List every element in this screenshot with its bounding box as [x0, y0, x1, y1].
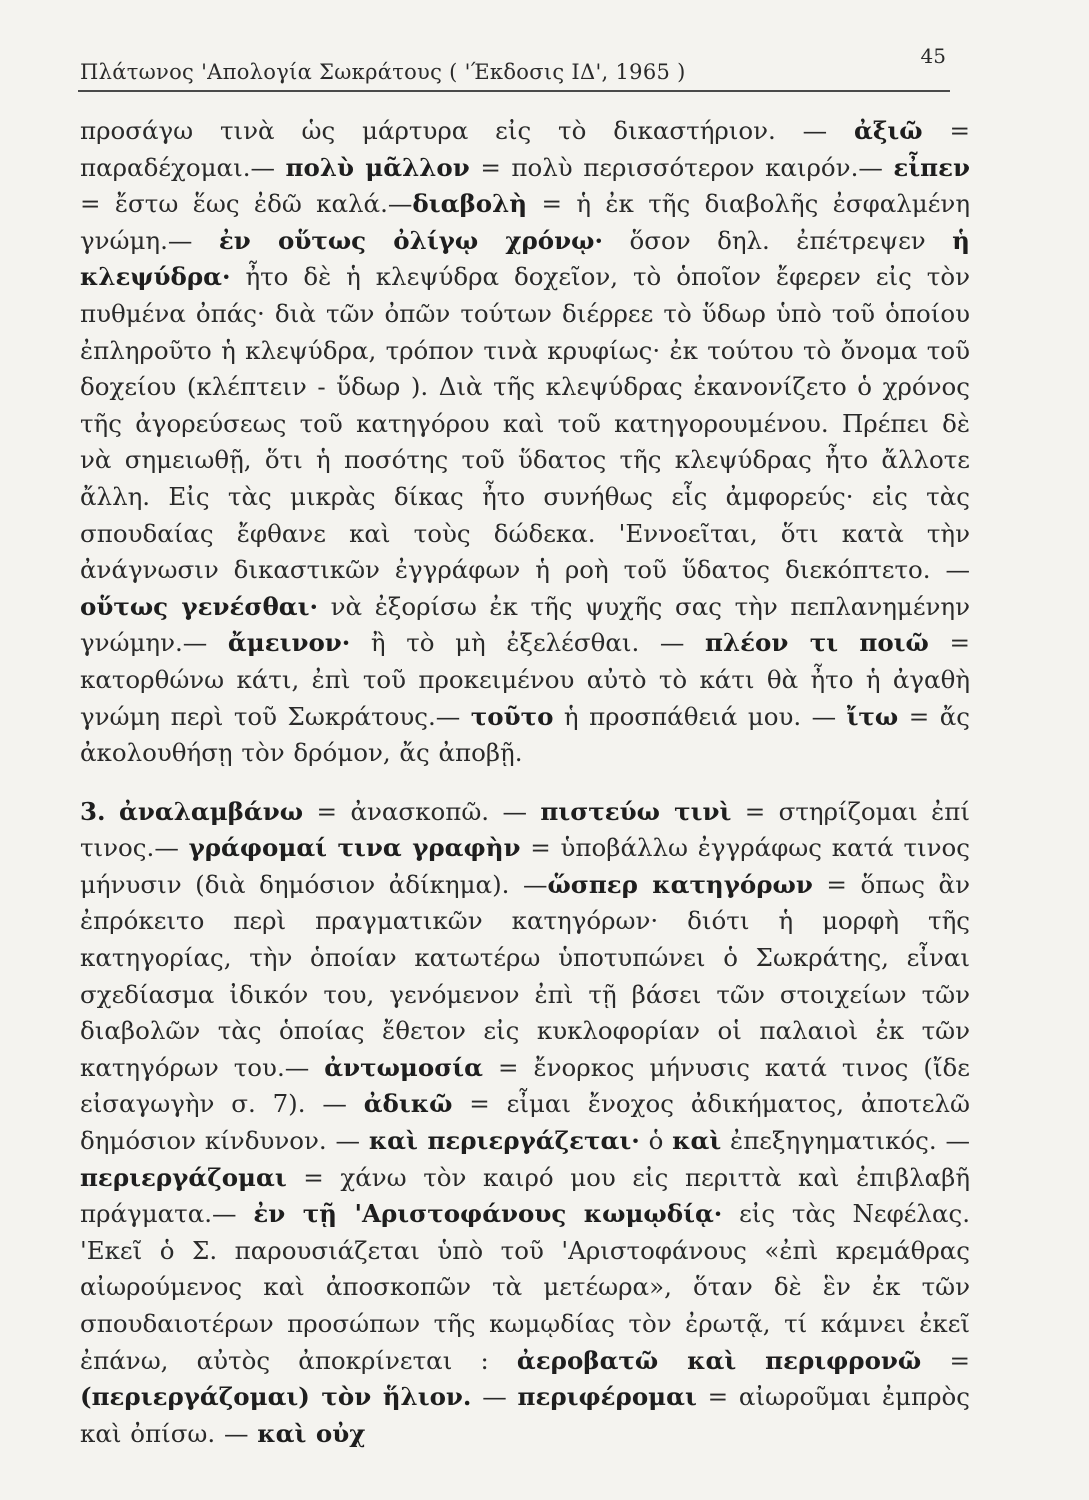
lemma-term: ἄμεινον·	[227, 628, 351, 658]
lemma-term: περιφέρομαι	[517, 1382, 697, 1412]
gloss-text: ἡ προσπάθειά μου. —	[553, 701, 847, 731]
gloss-text: νὰ ἐξορίσω ἐκ τῆς ψυχῆς σας τὴν πεπλανημένην γνώμην.—	[80, 591, 970, 658]
lemma-term: ἀναλαμβάνω	[118, 796, 304, 826]
gloss-text: ὅσον δηλ. ἐπέτρεψεν	[603, 225, 953, 255]
commentary-paragraph	[80, 113, 970, 772]
lemma-term: ὥσπερ κατηγόρων	[547, 869, 813, 899]
gloss-text: =	[921, 1345, 970, 1375]
lemma-term: καὶ περιεργάζεται·	[368, 1126, 640, 1156]
lemma-term: ἀδικῶ	[363, 1089, 453, 1119]
lemma-term: πολὺ μᾶλλον	[285, 152, 470, 182]
gloss-text: = εἶμαι ἔνοχος ἀδικήματος, ἀποτελῶ δημόσιον κίνδυνον. —	[80, 1089, 970, 1156]
section-number: 3.	[80, 796, 106, 826]
lemma-term: εἶπεν	[893, 152, 970, 182]
lemma-term: διαβολὴ	[412, 189, 528, 219]
gloss-text: = αἰωροῦμαι ἐμπρὸς καὶ ὀπίσω. —	[80, 1382, 970, 1448]
lemma-term: ἐν τῇ 'Αριστοφάνους κωμῳδίᾳ·	[253, 1199, 723, 1229]
page-number: 45	[920, 44, 946, 68]
gloss-text: —	[471, 1382, 518, 1412]
lemma-term: καὶ οὐχ	[257, 1418, 366, 1448]
lemma-term: ἐν οὕτως ὀλίγῳ χρόνῳ·	[218, 225, 603, 255]
gloss-text: εἰς τὰς Νεφέλας. 'Εκεῖ ὁ Σ. παρουσιάζεται ὑπὸ τοῦ 'Αριστοφάνους «ἐπὶ κρεμάθρας αἰωρούμενος καὶ ἀποσκοπῶν τὰ μετέωρα», ὅταν δὲ ἓν ἐκ τῶν σπουδαιοτέρων προσώπων τῆς κωμῳδίας τὸν ἐρωτᾷ, τί κάμνει ἐκεῖ ἐπάνω, αὐτὸς ἀποκρίνεται :	[80, 1199, 970, 1375]
gloss-text: = πολὺ περισσότερον καιρόν.—	[469, 152, 894, 182]
lemma-term: τοῦτο	[470, 701, 554, 731]
lemma-term: ἡ κλεψύδρα·	[80, 225, 970, 292]
page-header	[78, 40, 950, 92]
gloss-text: = ὅπως ἂν ἐπρόκειτο περὶ πραγματικῶν κατηγόρων· διότι ἡ μορφὴ τῆς κατηγορίας, τὴν ὁποίαν κατωτέρω ὑποτυπώνει ὁ Σωκράτης, εἶναι σχεδίασμα ἰδικόν του, γενόμενον ἐπὶ τῇ βάσει τῶν στοιχείων τῶν διαβολῶν τὰς ὁποίας ἔθετον εἰς κυκλοφορίαν οἱ παλαιοὶ ἐκ τῶν κατηγόρων του.—	[80, 869, 970, 1082]
gloss-text: ἦτο δὲ ἡ κλεψύδρα δοχεῖον, τὸ ὁποῖον ἔφερεν εἰς τὸν πυθμένα ὀπάς· διὰ τῶν ὀπῶν τούτων διέρρεε τὸ ὕδωρ ὑπὸ τοῦ ὁποίου ἐπληροῦτο ἡ κλεψύδρα, τρόπον τινὰ κρυφίως· ἐκ τούτου τὸ ὄνομα τοῦ δοχείου (κλέπτειν - ὕδωρ ). Διὰ τῆς κλεψύδρας ἐκανονίζετο ὁ χρόνος τῆς ἀγορεύσεως τοῦ κατηγόρου καὶ τοῦ κατηγορουμένου. Πρέπει δὲ νὰ σημειωθῇ, ὅτι ἡ ποσότης τοῦ ὕδατος τῆς κλεψύδρας ἦτο ἄλλοτε ἄλλη. Εἰς τὰς μικρὰς δίκας ἦτο συνήθως εἷς ἀμφορεύς· εἰς τὰς σπουδαίας ἔφθανε καὶ τοὺς δώδεκα. 'Εννοεῖται, ὅτι κατὰ τὴν ἀνάγνωσιν δικαστικῶν ἐγγράφων ἡ ροὴ τοῦ ὕδατος διεκόπτετο. —	[80, 262, 970, 585]
lemma-term: ἀεροβατῶ καὶ περιφρονῶ	[516, 1345, 922, 1375]
lemma-term: γράφομαί τινα γραφὴν	[188, 833, 521, 863]
gloss-text: ὁ	[639, 1126, 673, 1156]
gloss-text: = ἔστω ἕως ἐδῶ καλά.—	[80, 189, 413, 219]
lemma-term: ἴτω	[846, 701, 899, 731]
gloss-text: προσάγω τινὰ ὡς μάρτυρα εἰς τὸ δικαστήριον. —	[80, 116, 855, 145]
gloss-text: = ἡ ἐκ τῆς διαβολῆς ἐσφαλμένη γνώμη.—	[80, 189, 970, 255]
lemma-term: ἀξιῶ	[854, 116, 923, 145]
lemma-term: καὶ	[672, 1126, 722, 1156]
lemma-term: οὕτως γενέσθαι·	[80, 591, 319, 621]
gloss-text: = ἄς ἀκολουθήσῃ τὸν δρόμον, ἄς ἀποβῇ.	[80, 701, 970, 768]
running-head: Πλάτωνος 'Απολογία Σωκράτους ( 'Έκδοσις ΙΔ', 1965 )	[80, 60, 686, 84]
gloss-text: ἐπεξηγηματικός. —	[721, 1126, 970, 1156]
gloss-text: = στηρίζομαι ἐπί τινος.—	[80, 796, 970, 863]
commentary-body	[80, 113, 970, 1452]
gloss-text: = κατορθώνω κάτι, ἐπὶ τοῦ προκειμένου αὐτὸ τὸ κάτι θὰ ἦτο ἡ ἀγαθὴ γνώμη περὶ τοῦ Σωκράτους.—	[80, 628, 970, 731]
gloss-text: ἢ τὸ μὴ ἐξελέσθαι. —	[350, 628, 706, 658]
gloss-text: = ἔνορκος μήνυσις κατά τινος (ἴδε εἰσαγωγὴν σ. 7). —	[80, 1052, 970, 1119]
lemma-term: περιεργάζομαι	[80, 1162, 287, 1192]
gloss-text: = ἀνασκοπῶ. —	[303, 796, 541, 826]
commentary-paragraph-section-3	[80, 794, 970, 1453]
lemma-term: (περιεργάζομαι) τὸν ἥλιον.	[80, 1382, 472, 1412]
gloss-text: = χάνω τὸν καιρό μου εἰς περιττὰ καὶ ἐπιβλαβῆ πράγματα.—	[80, 1162, 970, 1229]
lemma-term: ἀντωμοσία	[324, 1052, 483, 1082]
gloss-text: = ὑποβάλλω ἐγγράφως κατά τινος μήνυσιν (διὰ δημόσιον ἀδίκημα). —	[80, 833, 970, 899]
gloss-text: = παραδέχομαι.—	[80, 116, 970, 182]
lemma-term: πιστεύω τινὶ	[540, 796, 732, 826]
lemma-term: πλέον τι ποιῶ	[705, 628, 929, 658]
